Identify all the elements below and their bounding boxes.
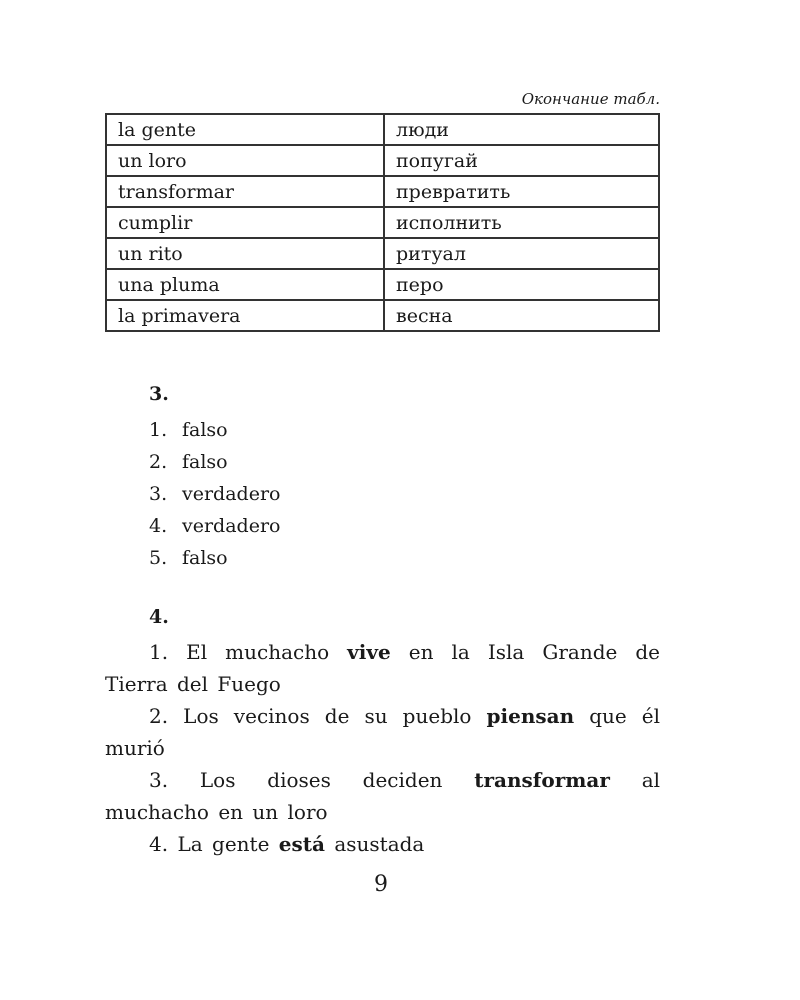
sentence-end: al muchacho en un loro	[105, 768, 661, 824]
section-4-number: 4.	[149, 606, 169, 628]
sentence-list	[105, 636, 660, 860]
table-row	[106, 238, 659, 269]
answer-text: verdadero	[182, 515, 281, 537]
sentence-end: en la Isla Grande de Tierra del Fuego	[105, 640, 661, 696]
answer-text: falso	[182, 451, 228, 473]
item-number: 2.	[149, 704, 169, 728]
sentence-item	[105, 700, 660, 764]
sentence-start: Los vecinos de su pueblo	[183, 704, 472, 728]
table-caption: Окончание табл.	[521, 90, 660, 108]
sentence-start: El muchacho	[186, 640, 330, 664]
table-row	[106, 300, 659, 331]
table-row	[106, 114, 659, 145]
spanish-word: cumplir	[106, 207, 384, 238]
list-item	[149, 478, 280, 510]
russian-word: превратить	[384, 176, 659, 207]
page-number: 9	[374, 872, 388, 897]
sentence-start: Los dioses deciden	[199, 768, 443, 792]
item-number: 4.	[149, 832, 169, 856]
spanish-word: la gente	[106, 114, 384, 145]
russian-word: перо	[384, 269, 659, 300]
vocabulary-table	[105, 113, 660, 332]
sentence-start: La gente	[177, 832, 270, 856]
highlighted-verb: está	[278, 832, 325, 856]
spanish-word: transformar	[106, 176, 384, 207]
spanish-word: la primavera	[106, 300, 384, 331]
item-number: 3.	[149, 483, 168, 505]
russian-word: люди	[384, 114, 659, 145]
highlighted-verb: vive	[347, 640, 391, 664]
item-number: 3.	[149, 768, 169, 792]
answer-text: falso	[182, 547, 228, 569]
table-row	[106, 176, 659, 207]
russian-word: исполнить	[384, 207, 659, 238]
spanish-word: un rito	[106, 238, 384, 269]
list-item	[149, 542, 280, 574]
russian-word: попугай	[384, 145, 659, 176]
section-3-number: 3.	[149, 383, 169, 405]
item-number: 1.	[149, 419, 168, 441]
table-row	[106, 145, 659, 176]
sentence-end: que él murió	[105, 704, 660, 760]
table-row	[106, 207, 659, 238]
answer-text: verdadero	[182, 483, 281, 505]
list-item	[149, 446, 280, 478]
russian-word: ритуал	[384, 238, 659, 269]
highlighted-verb: piensan	[486, 704, 575, 728]
list-item	[149, 414, 280, 446]
sentence-item	[105, 636, 660, 700]
sentence-item	[105, 764, 660, 828]
spanish-word: un loro	[106, 145, 384, 176]
sentence-end: asustada	[334, 832, 425, 856]
spanish-word: una pluma	[106, 269, 384, 300]
true-false-answers	[149, 414, 280, 574]
item-number: 5.	[149, 547, 168, 569]
item-number: 4.	[149, 515, 168, 537]
table-row	[106, 269, 659, 300]
sentence-item	[105, 828, 660, 860]
highlighted-verb: transformar	[474, 768, 610, 792]
answer-text: falso	[182, 419, 228, 441]
item-number: 1.	[149, 640, 169, 664]
russian-word: весна	[384, 300, 659, 331]
list-item	[149, 510, 280, 542]
item-number: 2.	[149, 451, 168, 473]
